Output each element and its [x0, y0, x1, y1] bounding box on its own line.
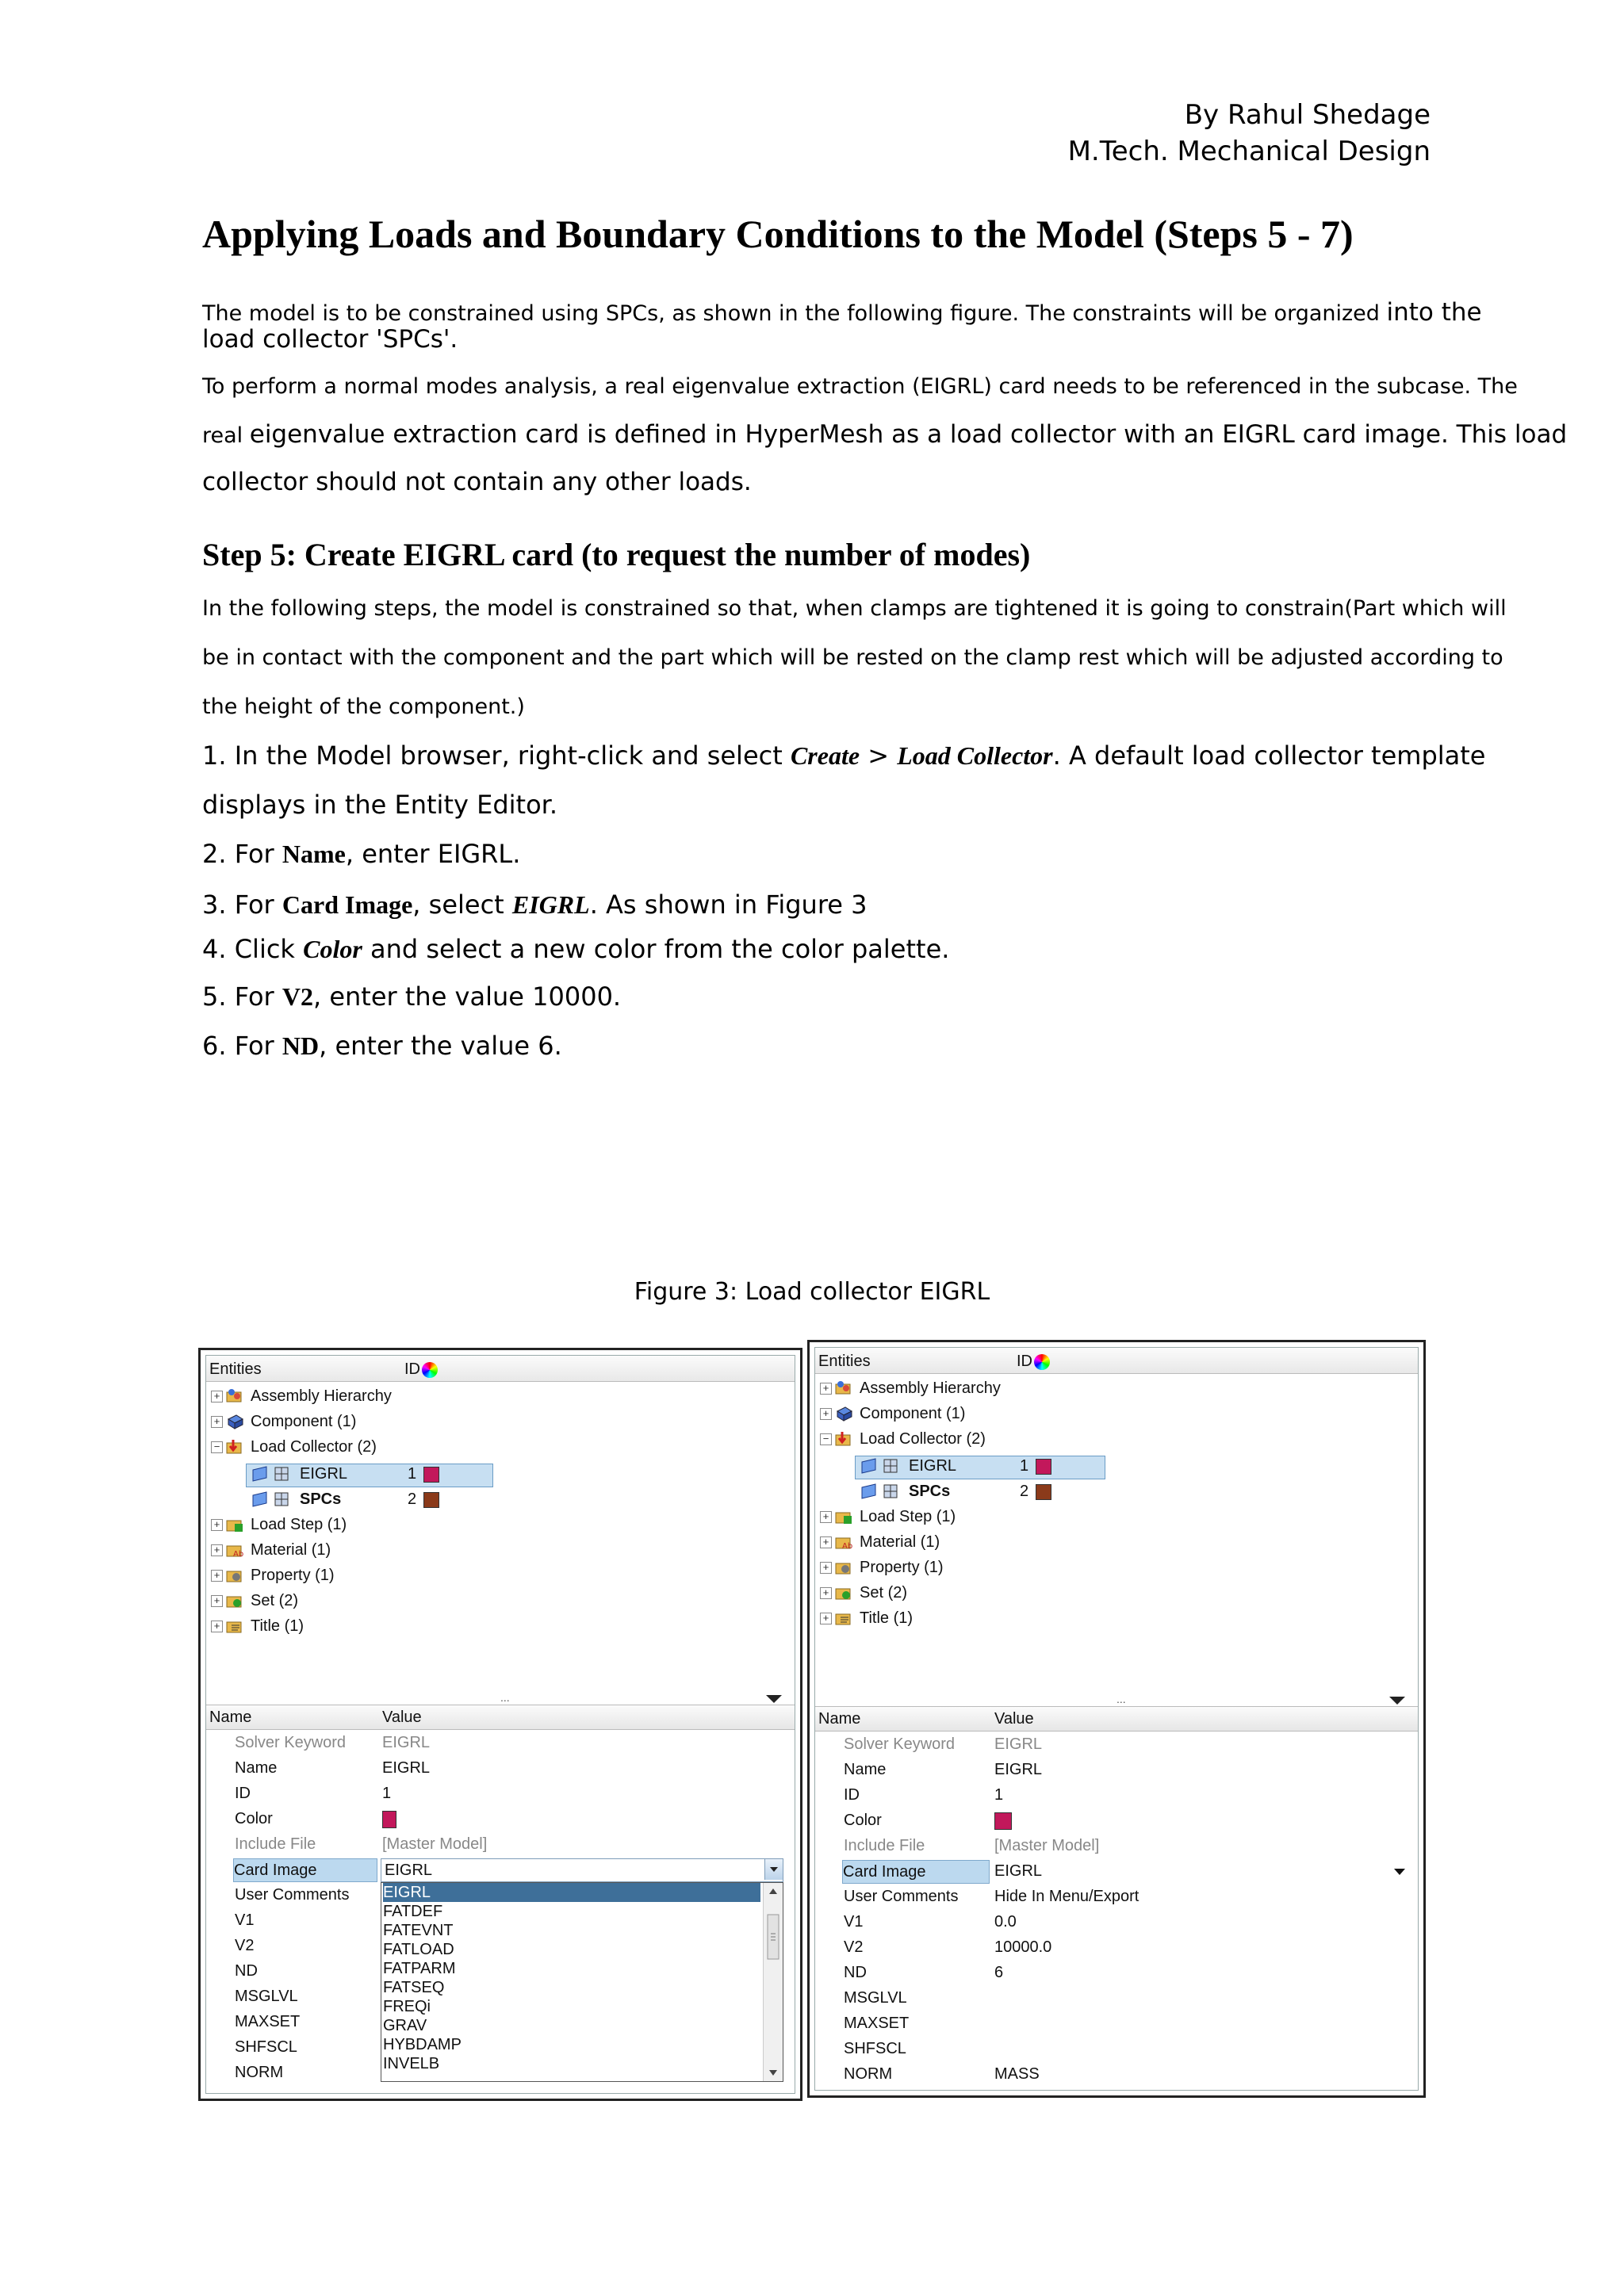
author-block	[1068, 97, 1431, 170]
title-icon	[225, 1617, 244, 1635]
load-collector-icon	[834, 1430, 853, 1448]
row-color[interactable]	[815, 1808, 1418, 1833]
row-name[interactable]	[815, 1757, 1418, 1782]
panel-frame	[205, 1355, 795, 2094]
dropdown-scrollbar[interactable]	[763, 1883, 783, 2081]
tree-label: Load Step (1)	[251, 1516, 347, 1533]
step-6	[202, 1031, 1439, 1061]
card-image-dropdown-list[interactable]	[381, 1882, 783, 2082]
editor-header	[206, 1705, 795, 1730]
tree-label: Property (1)	[860, 1559, 944, 1576]
row-card-image[interactable]	[815, 1858, 1418, 1884]
step-4-color: Color	[303, 935, 362, 963]
row-card-image[interactable]	[206, 1857, 795, 1882]
step5-desc-line1: In the following steps, the model is constrained so that, when clamps are tightened it is going to constrain(Part which will	[202, 596, 1507, 621]
prop-value[interactable]: 0.0	[994, 1913, 1017, 1931]
dropdown-option[interactable]: FATPARM	[383, 1960, 456, 1977]
prop-value[interactable]: Hide In Menu/Export	[994, 1888, 1139, 1905]
prop-name: SHFSCL	[844, 2040, 906, 2057]
figure-caption: Figure 3: Load collector EIGRL	[634, 1278, 990, 1306]
combo-value: EIGRL	[385, 1862, 433, 1879]
component-icon	[834, 1405, 853, 1422]
prop-name: Card Image	[233, 1858, 377, 1882]
prop-name: ID	[844, 1786, 860, 1804]
color-wheel-icon	[422, 1362, 438, 1378]
tree-label: Component (1)	[860, 1405, 966, 1422]
step-5	[202, 982, 1439, 1012]
prop-name: Name	[844, 1761, 887, 1778]
prop-value[interactable]: 1	[382, 1785, 392, 1802]
tree-sub-label: EIGRL	[909, 1457, 957, 1475]
tree-sub-label: EIGRL	[300, 1465, 348, 1483]
step-6-text: 6. For	[202, 1031, 282, 1061]
row-color[interactable]	[206, 1806, 795, 1831]
prop-value[interactable]: MASS	[994, 2065, 1040, 2083]
row-id[interactable]	[815, 1782, 1418, 1808]
row-id[interactable]	[206, 1781, 795, 1806]
tree-label: Title (1)	[860, 1609, 914, 1627]
step-1-load-collector: Load Collector	[897, 741, 1053, 770]
step-3-eigrl: EIGRL	[511, 890, 590, 919]
splitter-dots: ...	[500, 1691, 510, 1704]
step-5-tail: , enter the value 10000.	[312, 982, 622, 1012]
step-4-text: 4. Click	[202, 934, 304, 964]
row-shfscl[interactable]	[815, 2036, 1418, 2061]
svg-text:Ab: Ab	[233, 1550, 244, 1559]
set-icon	[834, 1584, 853, 1601]
collapse-arrow-icon[interactable]	[766, 1695, 782, 1703]
color-value-swatch[interactable]	[994, 1812, 1012, 1830]
expand-icon[interactable]: +	[211, 1519, 223, 1531]
dropdown-option[interactable]: INVELB	[383, 2055, 440, 2072]
prop-name: ID	[235, 1785, 251, 1802]
dropdown-option[interactable]: FATLOAD	[383, 1941, 454, 1958]
tree-label: Assembly Hierarchy	[860, 1380, 1001, 1397]
row-include-file	[815, 1833, 1418, 1858]
step-2	[202, 839, 1439, 869]
expand-icon[interactable]: +	[820, 1383, 832, 1395]
assembly-icon	[834, 1380, 853, 1397]
panel-splitter[interactable]	[815, 1695, 1418, 1706]
step-1-cont: displays in the Entity Editor.	[202, 790, 558, 820]
expand-icon[interactable]: +	[820, 1587, 832, 1599]
step-3-mid: , select	[412, 890, 512, 920]
dropdown-arrow-icon[interactable]	[1394, 1869, 1405, 1875]
intro-p1-part-a: The model is to be constrained using SPCs, as shown in the following figure. The constraints will be organized	[202, 301, 1387, 326]
prop-name: V1	[235, 1911, 255, 1929]
col-name: Name	[209, 1709, 252, 1726]
prop-name: User Comments	[235, 1886, 350, 1904]
scrollbar-arrows-icon	[764, 1883, 783, 2080]
prop-name: Solver Keyword	[235, 1734, 347, 1751]
prop-name: Solver Keyword	[844, 1735, 956, 1753]
step-2-name: Name	[282, 840, 346, 868]
grid-icon	[882, 1457, 901, 1475]
step-1-sep: >	[860, 740, 898, 771]
prop-name: NORM	[235, 2064, 284, 2081]
step-1-tail: . A default load collector template	[1052, 740, 1486, 771]
prop-name: Color	[844, 1812, 882, 1829]
step-1-create: Create	[790, 741, 860, 770]
col-name: Name	[818, 1710, 861, 1728]
svg-text:Ab: Ab	[842, 1542, 853, 1551]
color-swatch[interactable]	[423, 1492, 439, 1508]
prop-value[interactable]: EIGRL	[994, 1761, 1043, 1778]
prop-name: Card Image	[842, 1860, 990, 1884]
load-collector-icon	[225, 1438, 244, 1456]
intro-p2-rest: eigenvalue extraction card is defined in HyperMesh as a load collector with an EIGRL card image. This load	[249, 420, 1568, 449]
expand-icon[interactable]: +	[211, 1391, 223, 1402]
row-name[interactable]	[206, 1755, 795, 1781]
prop-value[interactable]: EIGRL	[382, 1759, 431, 1777]
step-3-text: 3. For	[202, 890, 282, 920]
intro-p1-part-b: into the	[1386, 298, 1482, 327]
step-5-text: 5. For	[202, 982, 282, 1012]
color-swatch[interactable]	[1036, 1484, 1051, 1500]
collapse-icon[interactable]: −	[211, 1441, 223, 1453]
load-collector-item-icon	[251, 1490, 270, 1508]
expand-icon[interactable]: +	[211, 1595, 223, 1607]
prop-name: MSGLVL	[235, 1988, 298, 2005]
intro-paragraph-1-cont: load collector 'SPCs'.	[202, 325, 458, 354]
dropdown-option[interactable]: GRAV	[383, 2017, 427, 2034]
tree-label: Material (1)	[860, 1533, 940, 1551]
prop-name: Include File	[235, 1835, 316, 1853]
tree-sub-id: 1	[408, 1465, 417, 1483]
material-icon	[225, 1541, 244, 1559]
col-value: Value	[382, 1709, 422, 1726]
tree-label: Load Step (1)	[860, 1508, 956, 1525]
expand-icon[interactable]: +	[820, 1408, 832, 1420]
splitter-dots: ...	[1116, 1693, 1126, 1705]
step5-desc-line2: be in contact with the component and the part which will be rested on the clamp rest which will be adjusted according to	[202, 645, 1503, 670]
tree-header	[815, 1348, 1418, 1374]
tree-label: Component (1)	[251, 1413, 357, 1430]
prop-value: EIGRL	[382, 1734, 431, 1751]
prop-value: [Master Model]	[994, 1837, 1100, 1854]
expand-icon[interactable]: +	[211, 1416, 223, 1428]
grid-icon	[273, 1465, 292, 1483]
step-1	[202, 740, 1486, 771]
color-wheel-icon	[1034, 1354, 1050, 1370]
col-id	[1017, 1353, 1050, 1371]
load-collector-item-icon	[251, 1465, 270, 1483]
tree-sub-id: 2	[1020, 1483, 1029, 1500]
collapse-icon[interactable]: −	[820, 1433, 832, 1445]
col-id-label: ID	[404, 1360, 420, 1378]
prop-name: Color	[235, 1810, 273, 1827]
property-icon	[225, 1567, 244, 1584]
load-step-icon	[834, 1508, 853, 1525]
prop-name: ND	[235, 1962, 258, 1980]
row-include-file	[206, 1831, 795, 1857]
step-1-text: 1. In the Model browser, right-click and select	[202, 740, 791, 771]
intro-paragraph-2-line2	[202, 420, 1568, 449]
tree-label: Set (2)	[860, 1584, 908, 1601]
step-4	[202, 934, 1439, 964]
col-id-label: ID	[1017, 1353, 1032, 1370]
prop-name: SHFSCL	[235, 2038, 297, 2056]
row-solver-keyword	[815, 1732, 1418, 1757]
prop-value: [Master Model]	[382, 1835, 488, 1853]
expand-icon[interactable]: +	[211, 1570, 223, 1582]
card-image-value[interactable]: EIGRL	[994, 1862, 1043, 1880]
card-image-combobox[interactable]	[381, 1858, 783, 1882]
tree-sub-id: 1	[1020, 1457, 1029, 1475]
load-collector-item-icon	[860, 1483, 879, 1500]
expand-icon[interactable]: +	[820, 1613, 832, 1624]
tree-label: Material (1)	[251, 1541, 331, 1559]
step-3	[202, 890, 1439, 920]
tree-label: Load Collector (2)	[860, 1430, 986, 1448]
prop-name: Include File	[844, 1837, 925, 1854]
intro-paragraph-2-line3: collector should not contain any other loads.	[202, 468, 752, 496]
step5-desc-line3: the height of the component.)	[202, 695, 525, 719]
color-value-swatch[interactable]	[382, 1811, 396, 1828]
row-maxset[interactable]	[815, 2011, 1418, 2036]
row-solver-keyword	[206, 1730, 795, 1755]
grid-icon	[273, 1490, 292, 1508]
model-browser-panel-right	[807, 1340, 1426, 2098]
author-name: By Rahul Shedage	[1184, 99, 1431, 131]
grid-icon	[882, 1483, 901, 1500]
col-id	[404, 1360, 438, 1379]
intro-paragraph-2: To perform a normal modes analysis, a real eigenvalue extraction (EIGRL) card needs to be referenced in the subcase. The	[202, 374, 1518, 399]
prop-value[interactable]: 10000.0	[994, 1938, 1052, 1956]
dropdown-option[interactable]: FATSEQ	[383, 1979, 445, 1996]
load-collector-item-icon	[860, 1457, 879, 1475]
prop-name: NORM	[844, 2065, 893, 2083]
model-browser-panel-left	[198, 1348, 802, 2101]
load-step-icon	[225, 1516, 244, 1533]
row-msglvl[interactable]	[815, 1985, 1418, 2011]
intro-paragraph-1	[202, 298, 1482, 327]
col-value: Value	[994, 1710, 1034, 1728]
prop-name: MAXSET	[844, 2015, 910, 2032]
tree-sub-label: SPCs	[300, 1490, 342, 1508]
color-swatch[interactable]	[423, 1467, 439, 1483]
tree-header	[206, 1356, 795, 1382]
expand-icon[interactable]: +	[211, 1544, 223, 1556]
row-v1[interactable]	[815, 1909, 1418, 1934]
color-swatch[interactable]	[1036, 1459, 1051, 1475]
editor-header	[815, 1706, 1418, 1732]
prop-value: EIGRL	[994, 1735, 1043, 1753]
title-icon	[834, 1609, 853, 1627]
dropdown-option[interactable]: FREQi	[383, 1998, 431, 2015]
property-icon	[834, 1559, 853, 1576]
dropdown-option[interactable]: FATDEF	[383, 1903, 443, 1920]
dropdown-option[interactable]: FATEVNT	[383, 1922, 454, 1939]
prop-name: V2	[844, 1938, 864, 1956]
collapse-arrow-icon[interactable]	[1389, 1697, 1405, 1705]
row-v2[interactable]	[815, 1934, 1418, 1960]
author-degree: M.Tech. Mechanical Design	[1067, 136, 1431, 167]
step-5-v2: V2	[282, 982, 313, 1011]
prop-name: V1	[844, 1913, 864, 1931]
step-2-tail: , enter EIGRL.	[345, 839, 521, 869]
step-6-tail: , enter the value 6.	[319, 1031, 562, 1061]
tree-label: Title (1)	[251, 1617, 304, 1635]
step-3-tail: . As shown in Figure 3	[589, 890, 868, 920]
row-user-comments[interactable]	[815, 1884, 1418, 1909]
prop-value[interactable]: 6	[994, 1964, 1004, 1981]
intro-p2-real: real	[202, 423, 250, 448]
prop-name: User Comments	[844, 1888, 959, 1905]
col-entities: Entities	[209, 1360, 262, 1378]
col-entities: Entities	[818, 1353, 871, 1370]
dropdown-option[interactable]: EIGRL	[383, 1883, 760, 1902]
component-icon	[225, 1413, 244, 1430]
tree-label: Property (1)	[251, 1567, 335, 1584]
step-2-text: 2. For	[202, 839, 282, 869]
step-3-card-image: Card Image	[282, 890, 413, 919]
tree-label: Assembly Hierarchy	[251, 1387, 392, 1405]
step5-heading: Step 5: Create EIGRL card (to request the number of modes)	[202, 537, 1031, 572]
prop-name: ND	[844, 1964, 867, 1981]
expand-icon[interactable]: +	[820, 1511, 832, 1523]
set-icon	[225, 1592, 244, 1609]
prop-value[interactable]: 1	[994, 1786, 1004, 1804]
expand-icon[interactable]: +	[211, 1621, 223, 1632]
dropdown-arrow-icon[interactable]	[764, 1859, 783, 1880]
prop-name: MSGLVL	[844, 1989, 907, 2007]
tree-label: Load Collector (2)	[251, 1438, 377, 1456]
row-nd[interactable]	[815, 1960, 1418, 1985]
tree-sub-id: 2	[408, 1490, 417, 1508]
row-norm[interactable]	[815, 2061, 1418, 2087]
material-icon	[834, 1533, 853, 1551]
step-4-tail: and select a new color from the color palette.	[362, 934, 950, 964]
tree-label: Set (2)	[251, 1592, 299, 1609]
panel-splitter[interactable]	[206, 1693, 795, 1705]
dropdown-option[interactable]: HYBDAMP	[383, 2036, 462, 2053]
tree-sub-label: SPCs	[909, 1483, 951, 1500]
step-6-nd: ND	[282, 1031, 320, 1060]
expand-icon[interactable]: +	[820, 1562, 832, 1574]
expand-icon[interactable]: +	[820, 1536, 832, 1548]
panel-frame	[814, 1347, 1419, 2091]
page-title: Applying Loads and Boundary Conditions to the Model (Steps 5 - 7)	[202, 212, 1354, 256]
prop-name: V2	[235, 1937, 255, 1954]
prop-name: Name	[235, 1759, 278, 1777]
assembly-icon	[225, 1387, 244, 1405]
prop-name: MAXSET	[235, 2013, 301, 2030]
